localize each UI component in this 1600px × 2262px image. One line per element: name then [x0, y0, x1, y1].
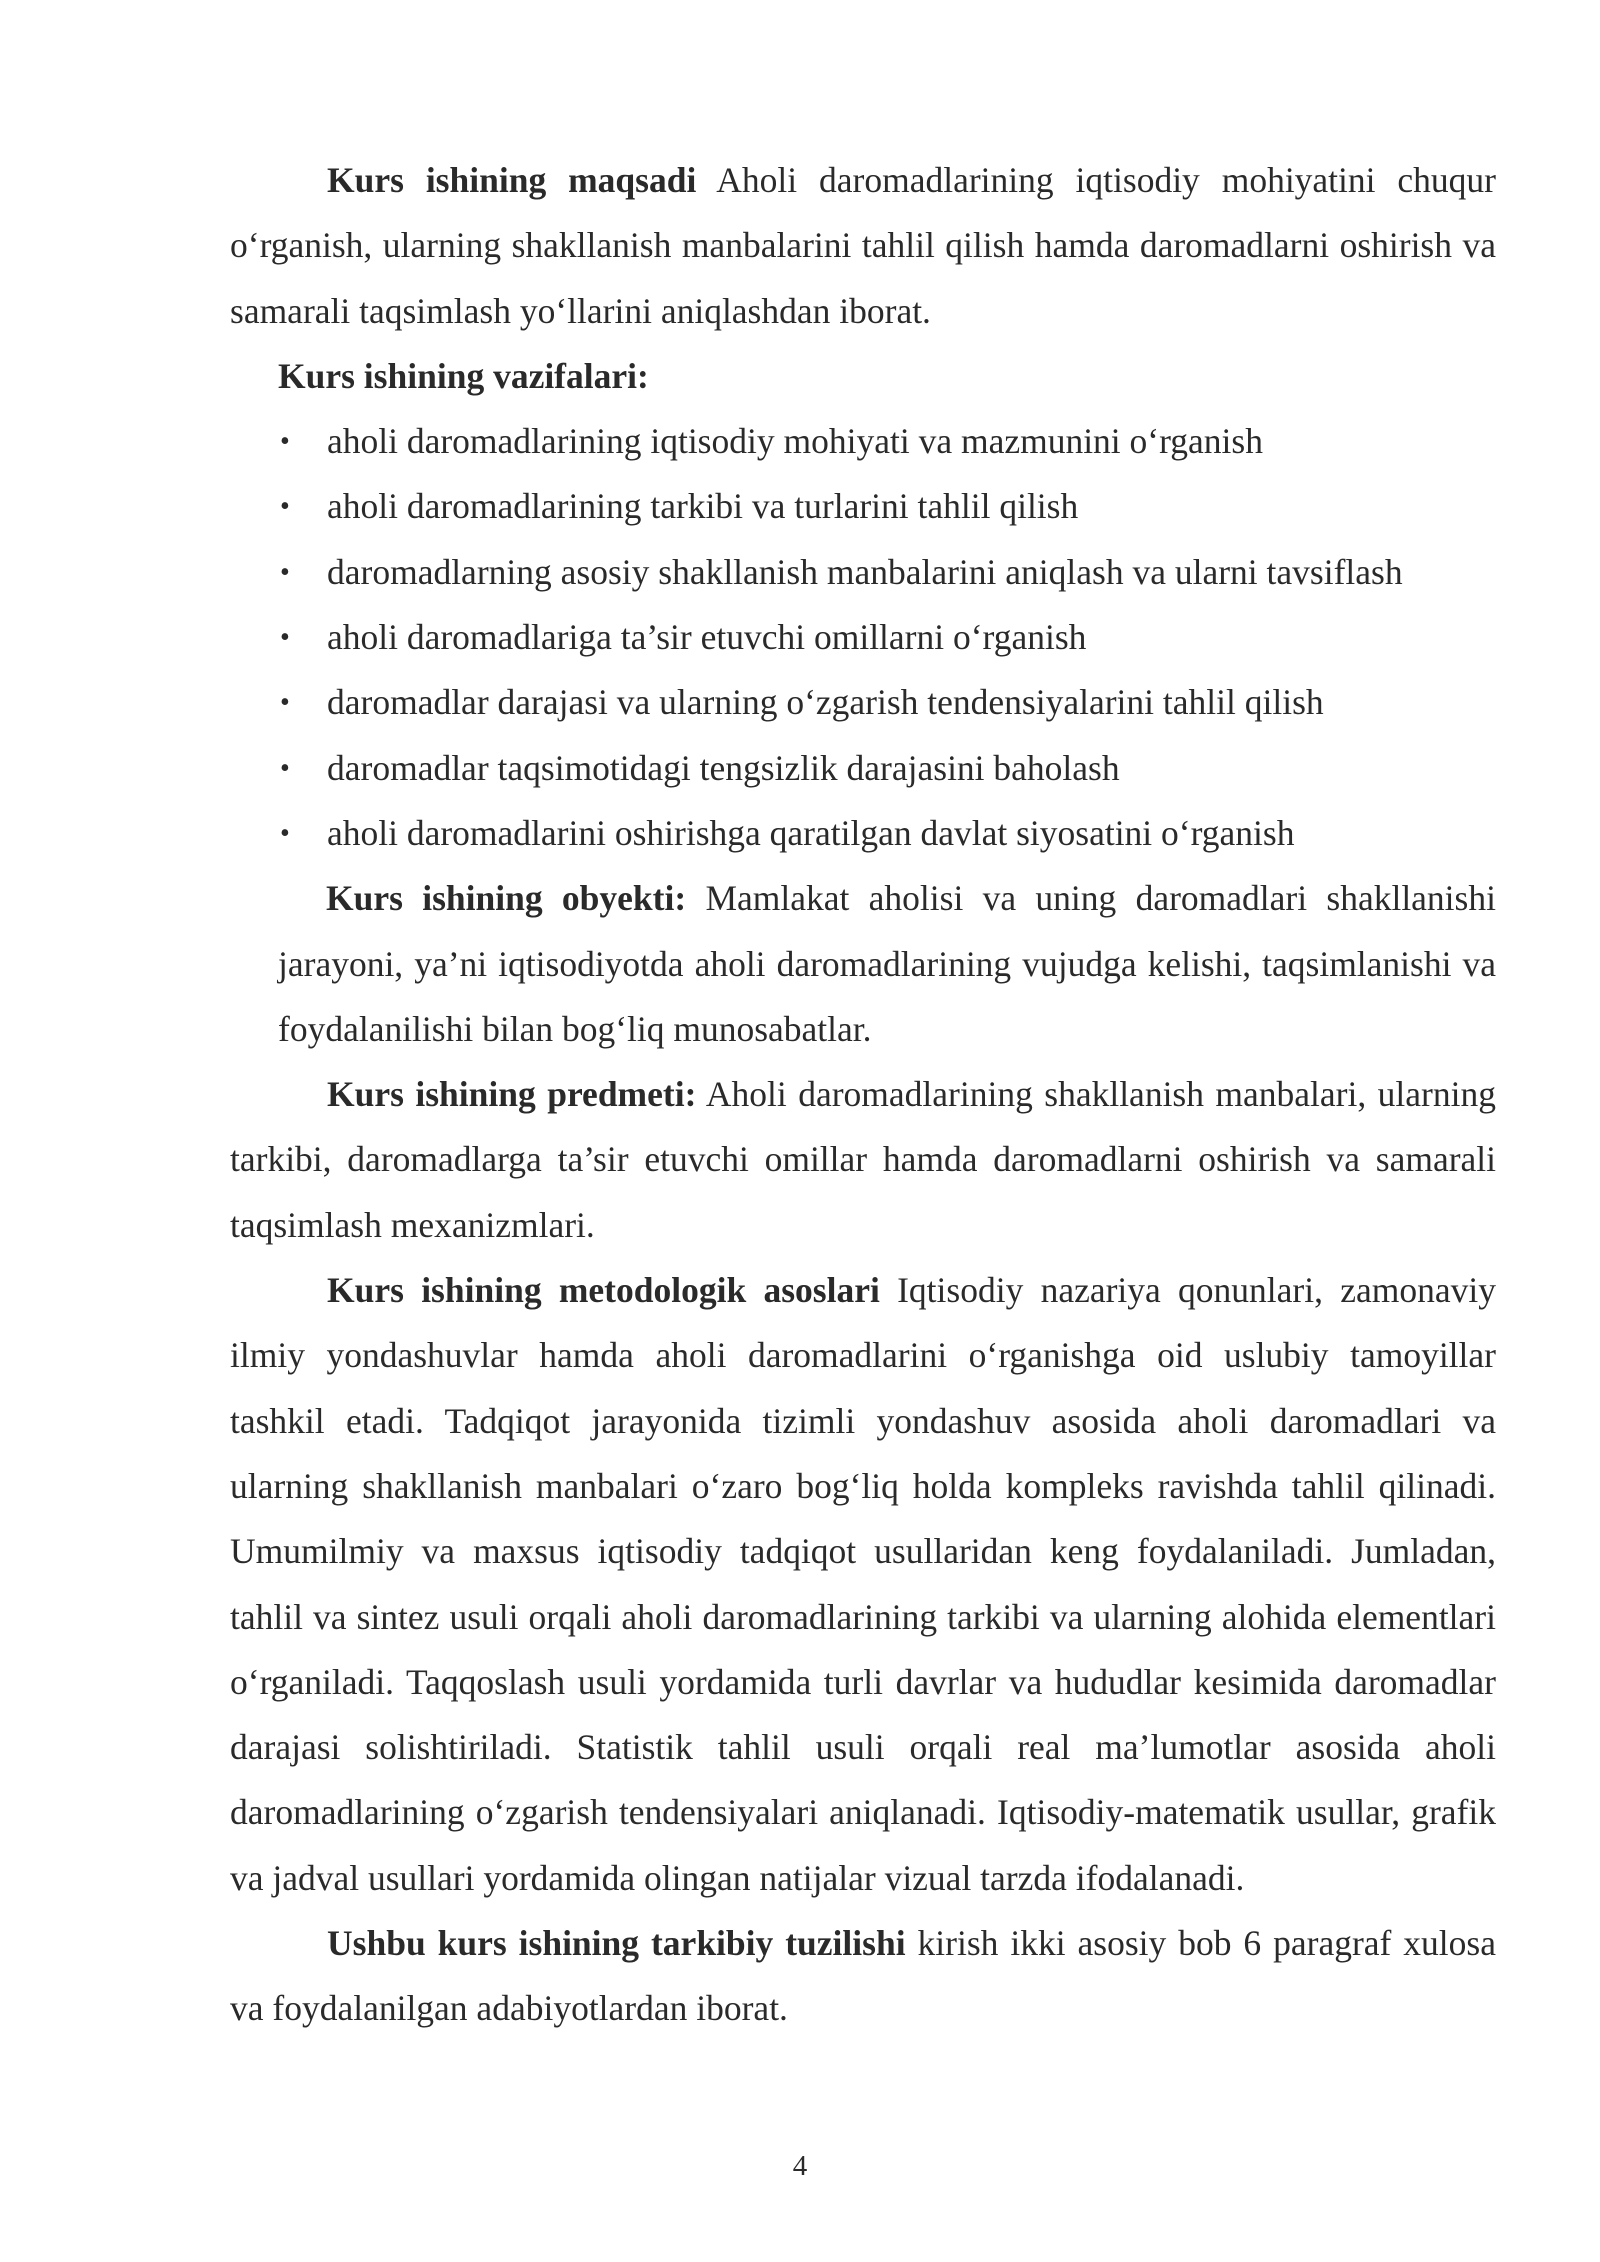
list-item-text: aholi daromadlarining iqtisodiy mohiyati va mazmunini o‘rganish: [327, 421, 1263, 462]
metodologik-label: Kurs ishining metodologik asoslari: [327, 1270, 880, 1311]
bullet-icon: •: [280, 687, 290, 719]
list-item: [278, 409, 1496, 474]
obyekt-paragraph: [230, 866, 1496, 1062]
bullet-icon: •: [280, 752, 290, 784]
list-item: [278, 474, 1496, 539]
list-item-text: daromadlar taqsimotidagi tengsizlik darajasini baholash: [327, 747, 1120, 788]
list-item: [278, 540, 1496, 605]
list-item-text: daromadlar darajasi va ularning o‘zgarish tendensiyalarini tahlil qilish: [327, 682, 1324, 723]
metodologik-text: Iqtisodiy nazariya qonunlari, zamonaviy ilmiy yondashuvlar hamda aholi daromadlarini o‘rganishga oid uslubiy tamoyillar tashkil etadi. Tadqiqot jarayonida tizimli yondashuv asosida aholi daromadlari va ularning shakllanish manbalari o‘zaro bog‘liq holda kompleks ravishda tahlil qilinadi. Umumilmiy va maxsus iqtisodiy tadqiqot usullaridan keng foydalaniladi. Jumladan, tahlil va sintez usuli orqali aholi daromadlarining tarkibi va ularning alohida elementlari o‘rganiladi. Taqqoslash usuli yordamida turli davrlar va hududlar kesimida daromadlar darajasi solishtiriladi. Statistik tahlil usuli orqali real ma’lumotlar asosida aholi daromadlarining o‘zgarish tendensiyalari aniqlanadi. Iqtisodiy-matematik usullar, grafik va jadval usullari yordamida olingan natijalar vizual tarzda ifodalanadi.: [230, 1270, 1496, 1898]
obyekt-label: Kurs ishining obyekti:: [326, 878, 687, 919]
tuzilish-label: Ushbu kurs ishining tarkibiy tuzilishi: [327, 1923, 906, 1964]
bullet-icon: •: [280, 622, 290, 654]
bullet-icon: •: [280, 426, 290, 458]
maqsad-text: Aholi daromadlarining iqtisodiy mohiyatini chuqur o‘rganish, ularning shakllanish manbalarini tahlil qilish hamda daromadlarni oshirish va samarali taqsimlash yo‘llarini aniqlashdan iborat.: [230, 160, 1496, 331]
obyekt-text: Mamlakat aholisi va uning daromadlari shakllanishi jarayoni, ya’ni iqtisodiyotda aholi daromadlarining vujudga kelishi, taqsimlanishi va foydalanilishi bilan bog‘liq munosabatlar.: [278, 878, 1496, 1049]
list-item: [278, 605, 1496, 670]
list-item-text: daromadlarning asosiy shakllanish manbalarini aniqlash va ularni tavsiflash: [327, 551, 1403, 592]
list-item: [278, 801, 1496, 866]
document-page: [230, 148, 1496, 2042]
maqsad-paragraph: [230, 148, 1496, 344]
vazifalar-list: [230, 409, 1496, 866]
list-item: [278, 670, 1496, 735]
maqsad-label: Kurs ishining maqsadi: [327, 160, 697, 200]
bullet-icon: •: [280, 817, 290, 849]
list-item-text: aholi daromadlarining tarkibi va turlarini tahlil qilish: [327, 486, 1079, 527]
vazifalar-heading: Kurs ishining vazifalari:: [278, 355, 649, 396]
list-item-text: aholi daromadlariga ta’sir etuvchi omillarni o‘rganish: [327, 617, 1087, 658]
predmet-text: Aholi daromadlarining shakllanish manbalari, ularning tarkibi, daromadlarga ta’sir etuvchi omillar hamda daromadlarni oshirish va samarali taqsimlash mexanizmlari.: [230, 1074, 1496, 1245]
predmet-paragraph: [230, 1062, 1496, 1258]
tuzilish-text: kirish ikki asosiy bob 6 paragraf xulosa va foydalanilgan adabiyotlardan iborat.: [230, 1923, 1496, 2029]
list-item: [278, 736, 1496, 801]
predmet-label: Kurs ishining predmeti:: [327, 1074, 697, 1115]
metodologik-paragraph: [230, 1258, 1496, 1911]
list-item-text: aholi daromadlarini oshirishga qaratilgan davlat siyosatini o‘rganish: [327, 812, 1295, 853]
page-number: 4: [792, 2150, 808, 2182]
tuzilish-paragraph: [230, 1911, 1496, 2042]
bullet-icon: •: [280, 556, 290, 588]
bullet-icon: •: [280, 491, 290, 523]
